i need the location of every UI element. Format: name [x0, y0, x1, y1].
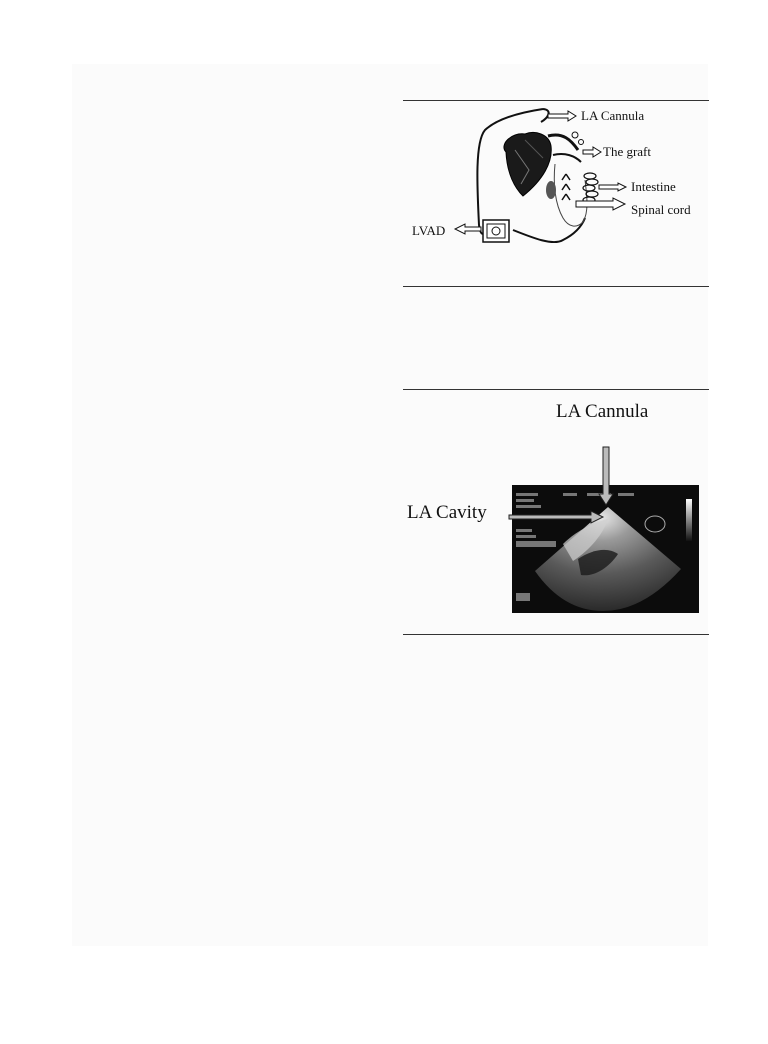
label-spinal-cord: Spinal cord	[631, 202, 691, 217]
intestine-coils	[583, 173, 598, 203]
label-lvad: LVAD	[412, 223, 446, 238]
label-graft: The graft	[603, 144, 652, 159]
label-la-cavity: LA Cavity	[407, 502, 487, 523]
figure1-diagram	[403, 100, 709, 286]
label-la-cannula-echo: LA Cannula	[556, 401, 649, 422]
arrow-la-cannula	[599, 447, 613, 505]
label-la-cannula: LA Cannula	[581, 108, 645, 123]
spinal-segment-marks	[562, 174, 570, 200]
figure2-bottom-rule	[403, 634, 709, 635]
figure1-bottom-rule	[403, 286, 709, 287]
kidney-shape	[546, 181, 556, 199]
gain-bar	[686, 499, 692, 541]
figure2-echo-image	[403, 389, 709, 635]
label-intestine: Intestine	[631, 179, 676, 194]
